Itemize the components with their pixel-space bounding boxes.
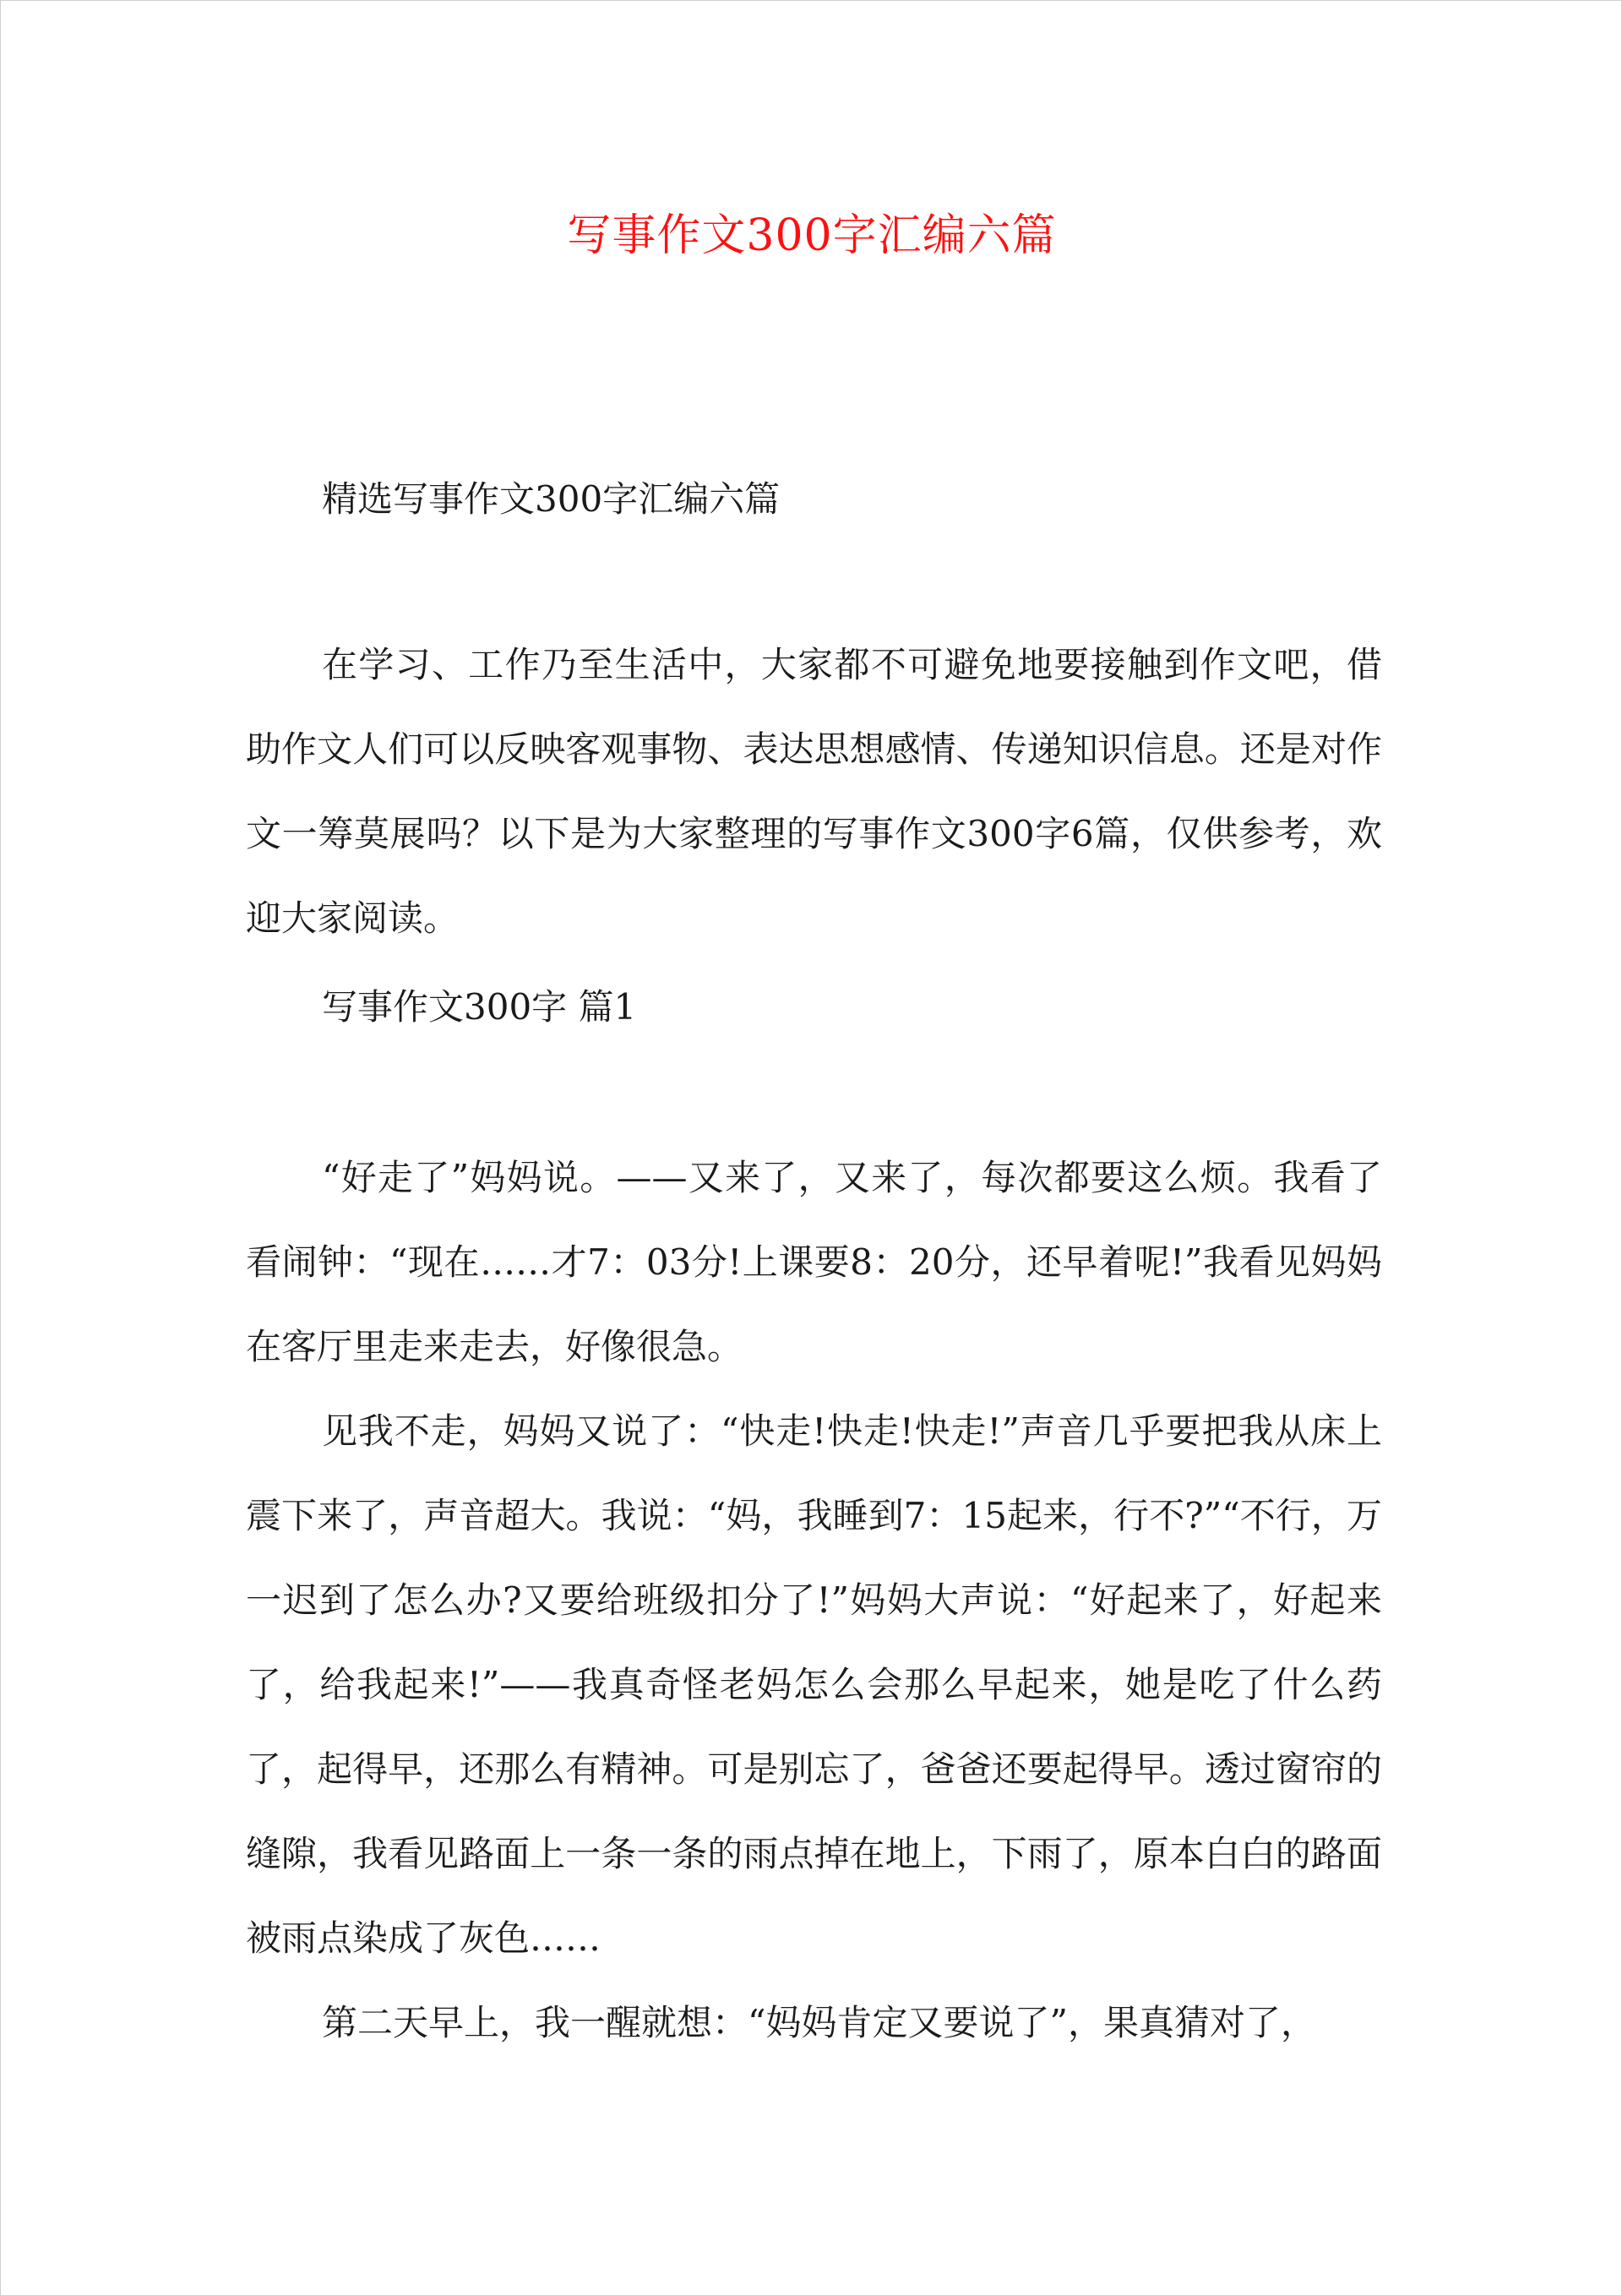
- intro-block: [246, 623, 1382, 961]
- story-paragraph-3: 第二天早上，我一醒就想：“妈妈肯定又要说了”，果真猜对了，: [322, 2002, 1316, 2043]
- document-subtitle: [246, 457, 1382, 542]
- section-heading: 写事作文300字 篇1: [322, 986, 637, 1028]
- story-body: [246, 1136, 1382, 2065]
- subtitle-text: 精选写事作文300字汇编六篇: [322, 478, 781, 520]
- intro-paragraph: 在学习、工作乃至生活中，大家都不可避免地要接触到作文吧，借助作文人们可以反映客观事物、表达思想感情、传递知识信息。还是对作文一筹莫展吗？以下是为大家整理的写事作文300字6篇，仅供参考，欢迎大家阅读。: [246, 644, 1382, 939]
- section-heading-block: [246, 965, 1382, 1050]
- story-paragraph-1: “好走了”妈妈说。——又来了，又来了，每次都要这么烦。我看了看闹钟：“现在……才7：03分!上课要8：20分，还早着呢!”我看见妈妈在客厅里走来走去，好像很急。: [246, 1157, 1382, 1367]
- document-title: 写事作文300字汇编六篇: [567, 210, 1057, 261]
- story-paragraph-2: 见我不走，妈妈又说了：“快走!快走!快走!”声音几乎要把我从床上震下来了，声音超大。我说：“妈，我睡到7：15起来，行不?”“不行，万一迟到了怎么办?又要给班级扣分了!”妈妈大声说：“好起来了，好起来了，给我起来!”——我真奇怪老妈怎么会那么早起来，她是吃了什么药了，起得早，还那么有精神。可是别忘了，爸爸还要起得早。透过窗帘的缝隙，我看见路面上一条一条的雨点掉在地上，下雨了，原本白白的路面被雨点染成了灰色……: [246, 1410, 1382, 1959]
